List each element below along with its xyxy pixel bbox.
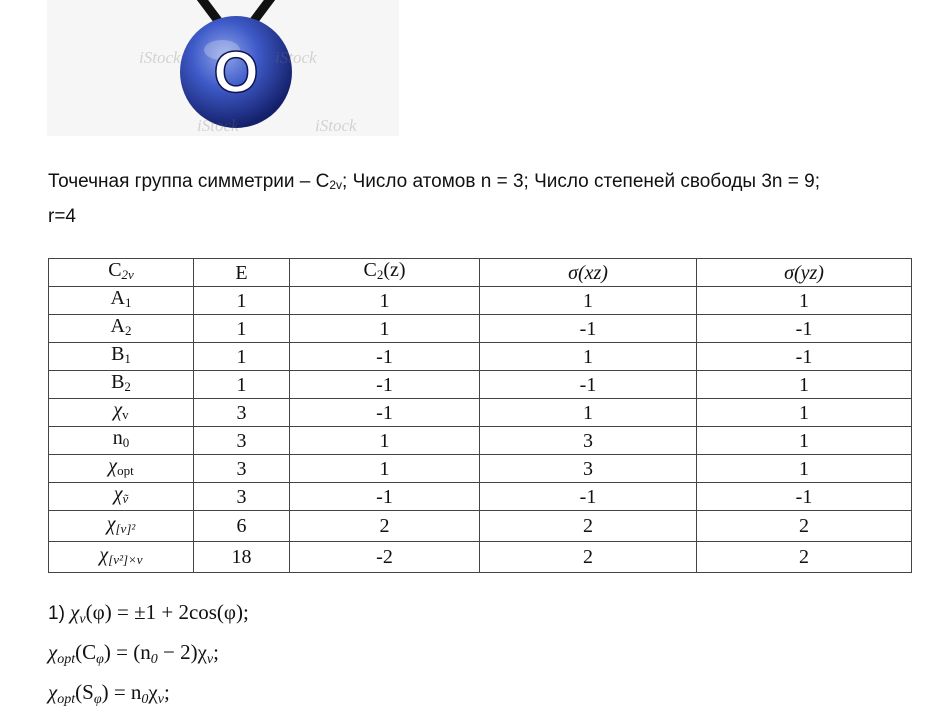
table-cell: 1 xyxy=(290,315,480,343)
table-cell: -1 xyxy=(290,343,480,371)
table-cell: 1 xyxy=(290,287,480,315)
formula-3: $\chi_{opt}(S_\varphi) = n_0\chi_v$; xyxy=(48,680,170,707)
column-header: $C_2(z)$ xyxy=(290,259,480,287)
table-header-row xyxy=(49,259,912,287)
character-table xyxy=(48,258,912,573)
row-label: $A_1$ xyxy=(49,287,194,315)
table-cell: 1 xyxy=(697,287,912,315)
table-cell: -1 xyxy=(290,399,480,427)
row-label: $B_2$ xyxy=(49,371,194,399)
table-cell: 2 xyxy=(697,511,912,542)
column-header: $C_{2v}$ xyxy=(49,259,194,287)
table-cell: 1 xyxy=(194,371,290,399)
row-label: $\chi_{[v]^2}$ xyxy=(49,511,194,542)
table-cell: 1 xyxy=(480,343,697,371)
table-cell: 3 xyxy=(194,483,290,511)
row-label: $\chi_v$ xyxy=(49,399,194,427)
table-cell: 2 xyxy=(697,542,912,573)
row-label: $\chi_{opt}$ xyxy=(49,455,194,483)
table-cell: -2 xyxy=(290,542,480,573)
intro-line-1: Точечная группа симметрии – $C_{2v}$; Число атомов n = 3; Число степеней свободы 3n = 9; xyxy=(48,171,820,192)
table-cell: 1 xyxy=(697,399,912,427)
table-cell: -1 xyxy=(480,371,697,399)
table-row xyxy=(49,399,912,427)
row-label: $B_1$ xyxy=(49,343,194,371)
table-cell: 2 xyxy=(480,542,697,573)
table-cell: 3 xyxy=(194,427,290,455)
row-label: $\chi_{[v^2]\times v}$ xyxy=(49,542,194,573)
atom-label: O xyxy=(213,40,259,105)
table-cell: -1 xyxy=(697,343,912,371)
table-row xyxy=(49,427,912,455)
table-cell: -1 xyxy=(697,483,912,511)
intro-line-2: r=4 xyxy=(48,206,76,227)
table-cell: 1 xyxy=(697,455,912,483)
formula-1: 1) $\chi_v(\varphi) = \pm 1 + 2\cos(\varphi)$; xyxy=(48,600,249,627)
table-cell: 3 xyxy=(480,455,697,483)
table-cell: 1 xyxy=(194,343,290,371)
table-cell: 1 xyxy=(194,315,290,343)
molecule-image xyxy=(47,0,399,136)
table-cell: 3 xyxy=(194,399,290,427)
watermark-text: iStock xyxy=(139,48,181,67)
intro-paragraph xyxy=(48,166,928,232)
watermark xyxy=(47,0,399,136)
watermark-text: iStock xyxy=(197,116,239,135)
table-cell: 1 xyxy=(480,287,697,315)
table-cell: 1 xyxy=(480,399,697,427)
table-cell: 2 xyxy=(480,511,697,542)
table-cell: -1 xyxy=(480,483,697,511)
table-cell: 6 xyxy=(194,511,290,542)
row-label: $n_0$ xyxy=(49,427,194,455)
watermark-text: iStock xyxy=(315,116,357,135)
table-cell: 1 xyxy=(290,427,480,455)
formulas xyxy=(48,596,928,716)
table-cell: 1 xyxy=(194,287,290,315)
watermark-text: iStock xyxy=(275,48,317,67)
column-header: σ(xz) xyxy=(480,259,697,287)
row-label: $\chi_ṽ$ xyxy=(49,483,194,511)
table-row xyxy=(49,343,912,371)
table-row xyxy=(49,371,912,399)
table-cell: 2 xyxy=(290,511,480,542)
row-label: $A_2$ xyxy=(49,315,194,343)
table-cell: 1 xyxy=(290,455,480,483)
table-row xyxy=(49,315,912,343)
table-row xyxy=(49,455,912,483)
table-cell: 1 xyxy=(697,427,912,455)
table-cell: -1 xyxy=(290,483,480,511)
table-cell: 3 xyxy=(480,427,697,455)
table-row xyxy=(49,483,912,511)
table-cell: 18 xyxy=(194,542,290,573)
table-cell: -1 xyxy=(697,315,912,343)
table-cell: -1 xyxy=(480,315,697,343)
table-cell: 1 xyxy=(697,371,912,399)
table-row xyxy=(49,542,912,573)
formula-2: $\chi_{opt}(C_\varphi) = (n_0 - 2)\chi_v$; xyxy=(48,640,219,667)
table-cell: -1 xyxy=(290,371,480,399)
column-header: σ(yz) xyxy=(697,259,912,287)
table-row xyxy=(49,511,912,542)
table-row xyxy=(49,287,912,315)
column-header: E xyxy=(194,259,290,287)
table-cell: 3 xyxy=(194,455,290,483)
